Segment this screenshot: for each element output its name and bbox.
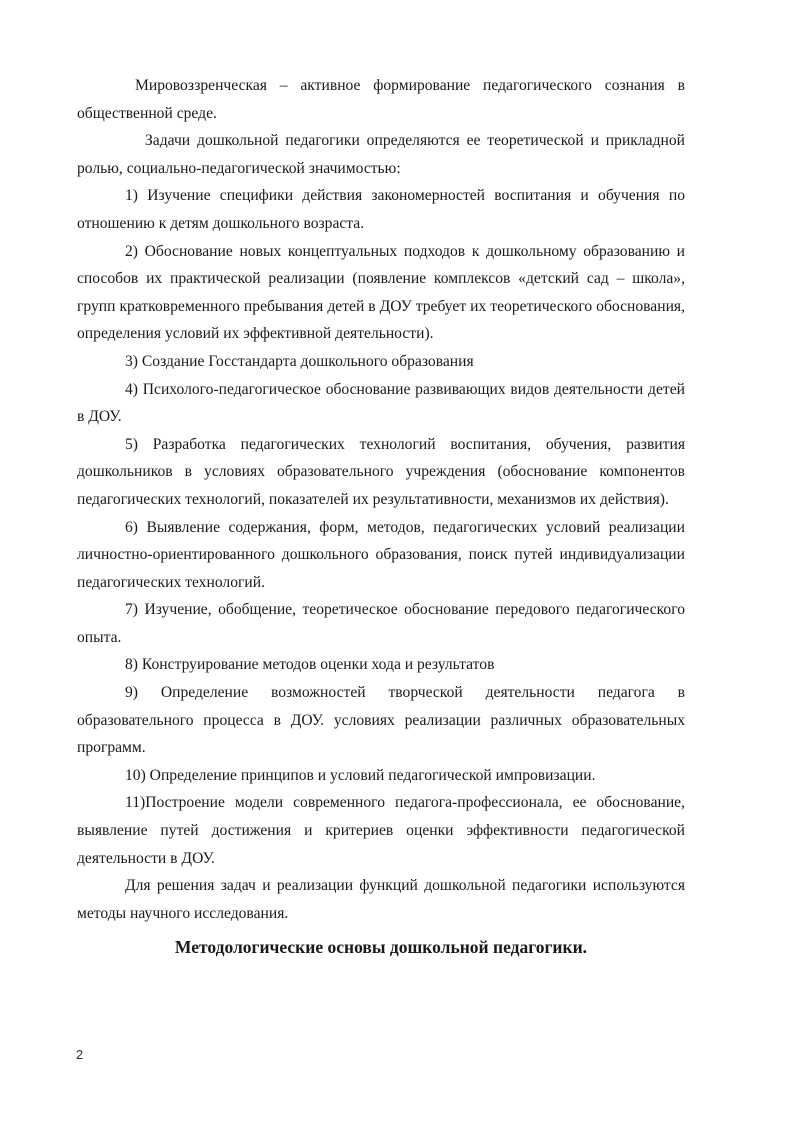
paragraph-worldview: Мировоззренческая – активное формирование педагогического сознания в общественной среде. (77, 77, 685, 122)
paragraph-methods: Для решения задач и реализации функций дошкольной педагогики используются методы научного исследования. (77, 877, 685, 922)
list-item: 5) Разработка педагогических технологий воспитания, обучения, развития дошкольников в условиях образовательного учреждения (обоснование компонентов педагогических технологий, показателей их результативности, механизмов их действия). (77, 435, 685, 508)
list-item: 7) Изучение, обобщение, теоретическое обоснование передового педагогического опыта. (77, 601, 685, 646)
list-item: 6) Выявление содержания, форм, методов, педагогических условий реализации личностно-ориентированного дошкольного образования, поиск путей индивидуализации педагогических технологий. (77, 518, 685, 591)
list-item: 8) Конструирование методов оценки хода и результатов (125, 656, 495, 674)
list-item: 1) Изучение специфики действия закономерностей воспитания и обучения по отношению к детям дошкольного возраста. (77, 187, 685, 232)
list-item: 4) Психолого-педагогическое обоснование развивающих видов деятельности детей в ДОУ. (77, 380, 685, 426)
document-body (77, 72, 685, 961)
list-item: 10) Определение принципов и условий педагогической импровизации. (125, 766, 596, 784)
paragraph-tasks-intro: Задачи дошкольной педагогики определяются ее теоретической и прикладной ролью, социально-педагогической значимостью: (77, 132, 685, 177)
page-number: 2 (76, 1047, 84, 1062)
list-item: 2) Обоснование новых концептуальных подходов к дошкольному образованию и способов их практической реализации (появление комплексов «детский сад – школа», групп кратковременного пребывания детей в ДОУ требует их теоретического обоснования, определения условий их эффективной деятельности). (77, 242, 685, 343)
section-heading: Методологические основы дошкольной педагогики. (174, 937, 588, 958)
list-item: 3) Создание Госстандарта дошкольного образования (125, 352, 474, 370)
list-item: 9) Определение возможностей творческой деятельности педагога в образовательного процесса в ДОУ. условиях реализации различных образовательных программ. (77, 684, 685, 757)
list-item: 11)Построение модели современного педагога-профессионала, ее обоснование, выявление путей достижения и критериев оценки эффективности педагогической деятельности в ДОУ. (77, 794, 685, 867)
